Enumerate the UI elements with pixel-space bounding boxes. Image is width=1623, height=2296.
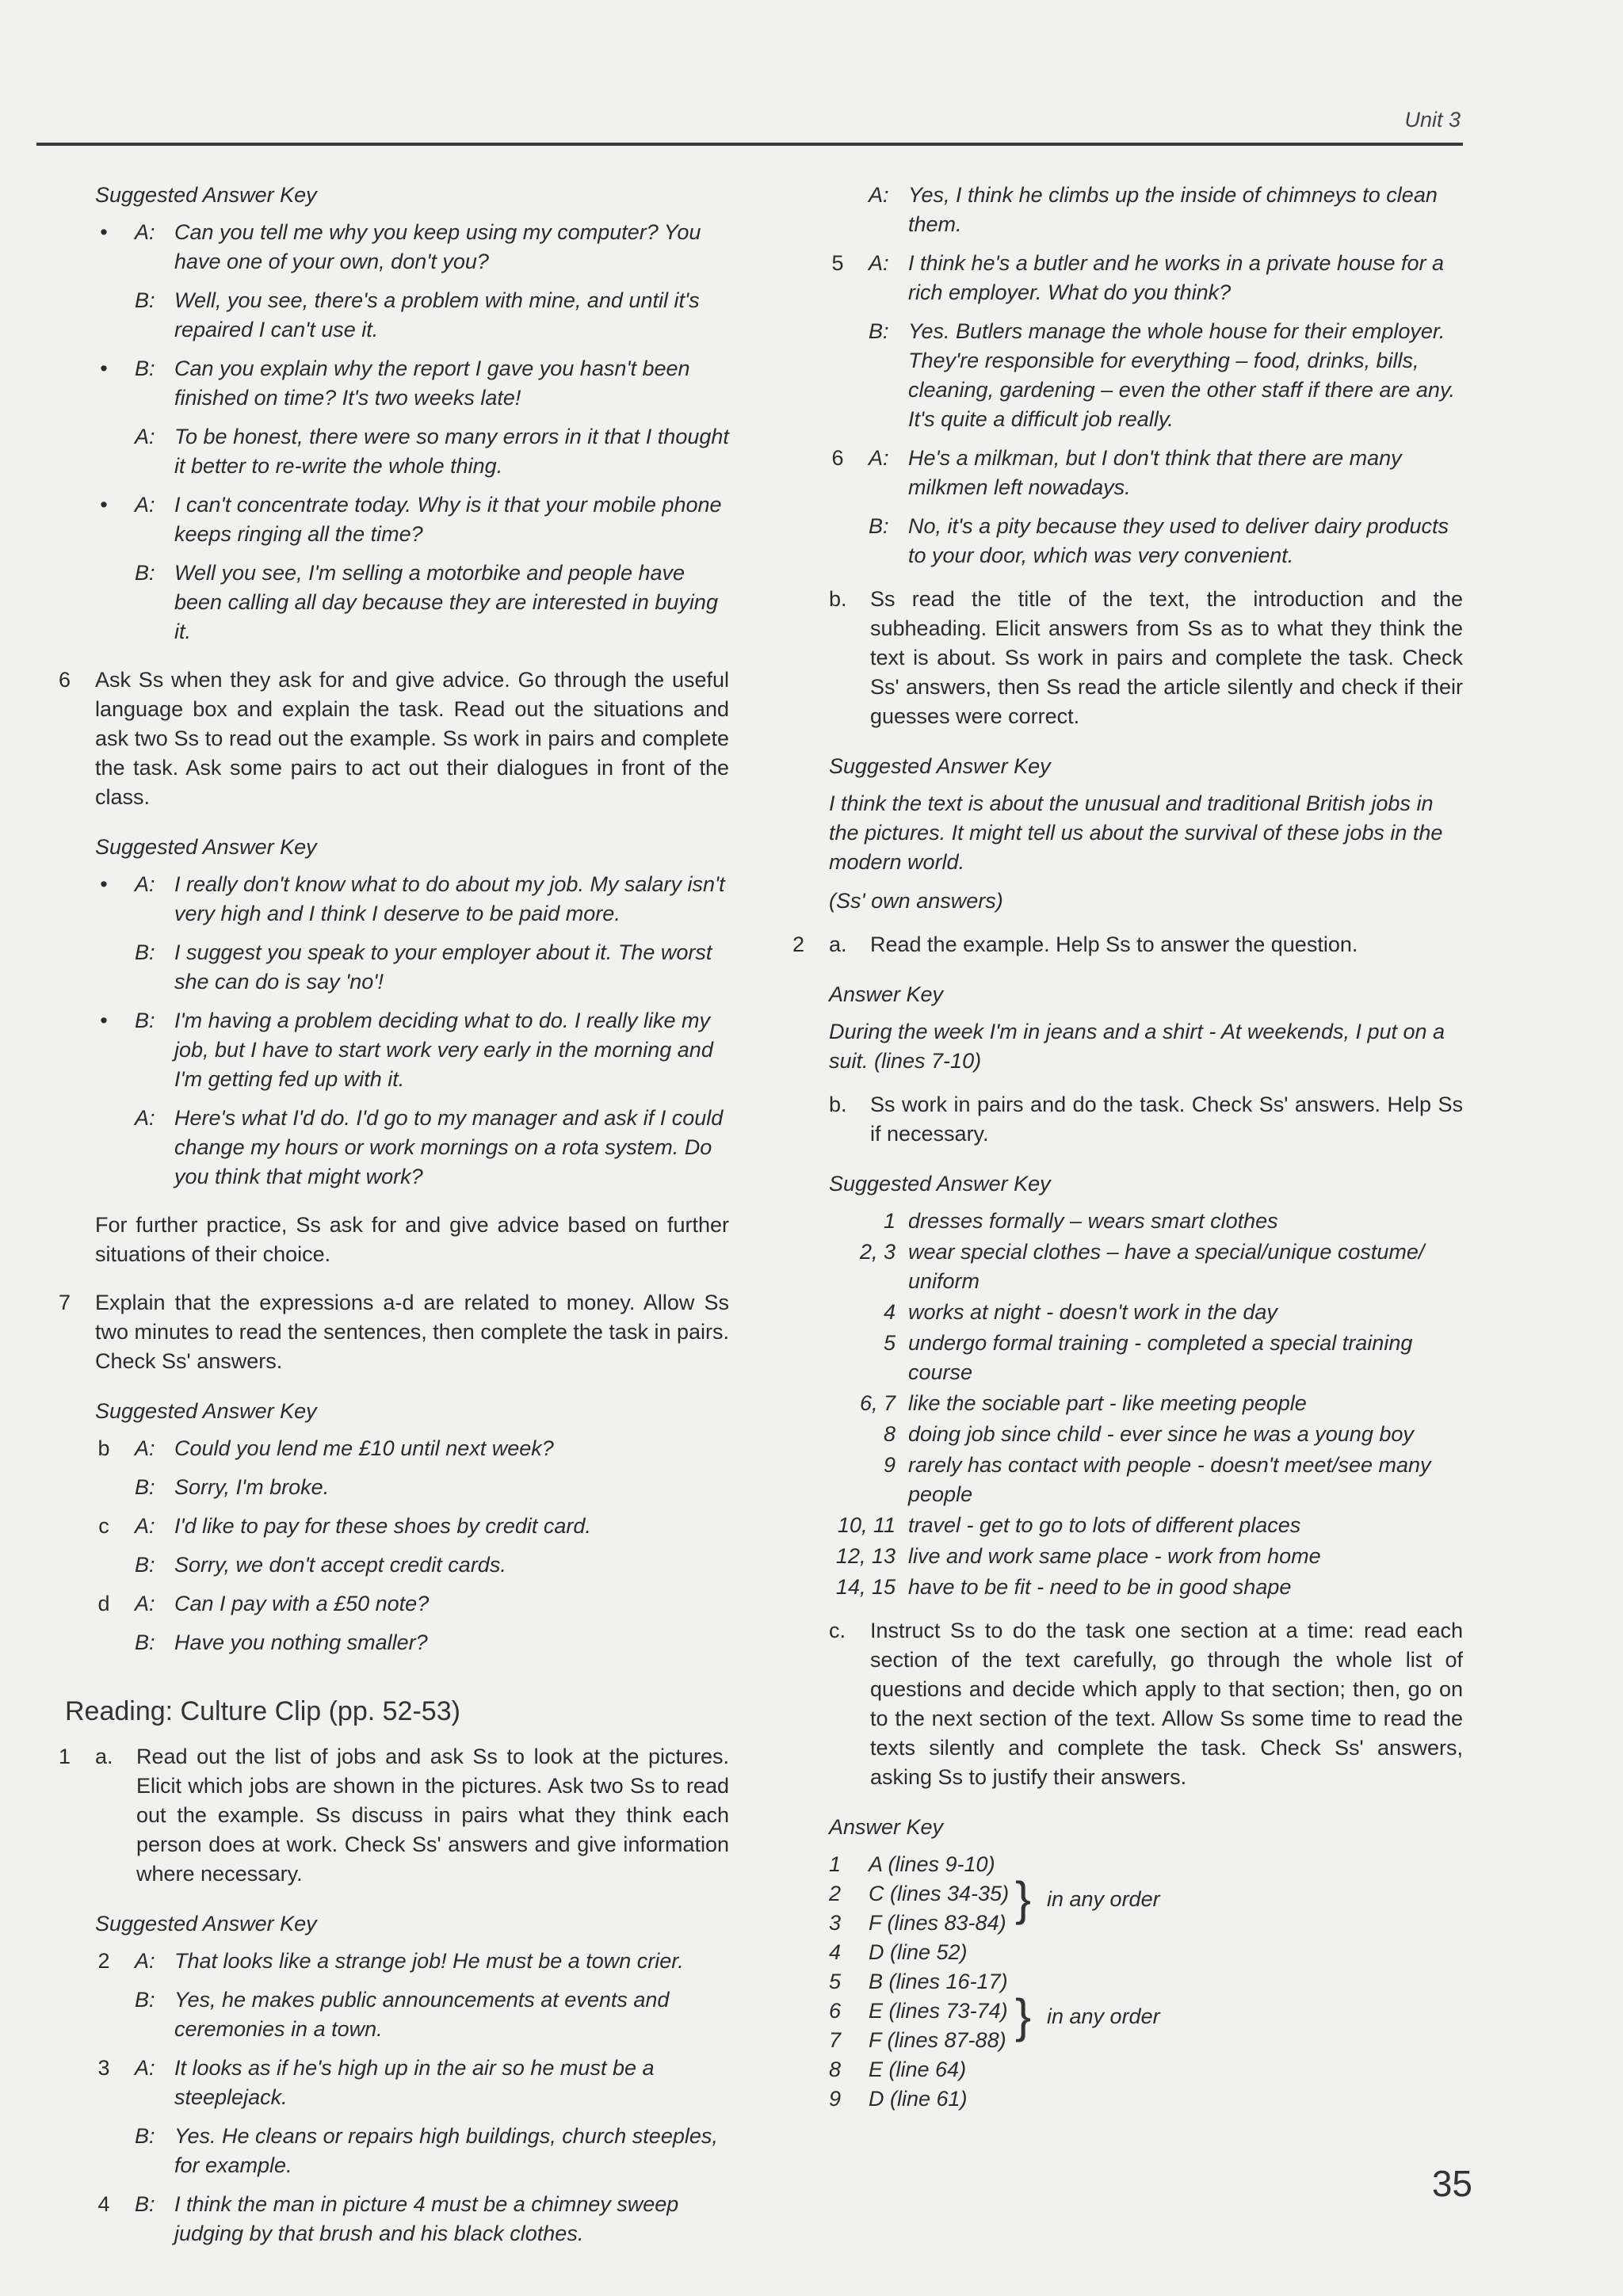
answer-item	[829, 1329, 1463, 1387]
answer-number: 7	[829, 2028, 842, 2052]
answer-number: 9	[829, 2087, 842, 2111]
answer-number: 4	[883, 1300, 896, 1324]
dialogue-line	[95, 1947, 729, 1976]
answer-text: have to be fit - need to be in good shape	[908, 1575, 1292, 1599]
dialogue-line	[829, 512, 1463, 570]
answer-number: 5	[829, 1970, 842, 1993]
speaker-label: B:	[135, 940, 155, 964]
dialogue-line	[95, 2054, 729, 2112]
answer-number: 8	[829, 2058, 842, 2081]
answer-text: D (line 61)	[869, 2087, 968, 2111]
answer-text: A (lines 9-10)	[869, 1852, 995, 1876]
answer-text: F (lines 83-84)	[869, 1911, 1006, 1935]
dialogue-line	[95, 559, 729, 646]
dialogue-line	[95, 870, 729, 929]
answer-number: 2	[829, 1882, 842, 1905]
line-text: I'm having a problem deciding what to do. I really like my job, but I have to start work very early in the morning and I'm getting fed up with it.	[174, 1009, 713, 1091]
answer-item	[829, 1511, 1463, 1540]
line-marker: b	[97, 1436, 110, 1460]
answer-list	[829, 1207, 1463, 1602]
answer-number: 14, 15	[835, 1575, 896, 1599]
answer-item	[829, 1967, 1463, 1997]
answer-key-heading: Suggested Answer Key	[95, 183, 317, 207]
dialogue-line	[829, 249, 1463, 307]
line-text: I'd like to pay for these shoes by credit card.	[174, 1514, 591, 1538]
dialogue-line	[95, 1589, 729, 1619]
answer-item	[829, 1451, 1463, 1509]
line-marker: •	[100, 493, 108, 517]
task-paragraph	[59, 666, 729, 812]
left-column	[59, 181, 729, 2258]
answer-key-heading: Suggested Answer Key	[829, 754, 1051, 778]
answer-number: 1	[883, 1209, 896, 1233]
task-paragraph	[59, 1288, 729, 1376]
speaker-label: A:	[869, 251, 889, 275]
item-letter: a.	[95, 1745, 113, 1768]
item-number: 1	[59, 1745, 71, 1768]
answer-item	[829, 1389, 1463, 1418]
section-title: Reading: Culture Clip (pp. 52-53)	[65, 1696, 460, 1726]
answer-item	[829, 1207, 1463, 1236]
answer-text: rarely has contact with people - doesn't meet/see many people	[908, 1453, 1431, 1506]
answer-text: dresses formally – wears smart clothes	[908, 1209, 1278, 1233]
task-text: Instruct Ss to do the task one section at a time: read each section of the text carefully, go through the whole list of questions and decide which apply to that section; then, go on to the next section of the text. Allow Ss some time to read the texts silently and complete the task. Check Ss' answers, asking Ss to justify their answers.	[870, 1619, 1463, 1789]
answer-key-heading: Answer Key	[829, 1815, 944, 1839]
line-text: Can you tell me why you keep using my computer? You have one of your own, don't you?	[174, 220, 701, 273]
speaker-label: B:	[135, 2124, 155, 2148]
dialogue-block	[829, 181, 1463, 570]
dialogue-line	[95, 1512, 729, 1541]
line-text: Here's what I'd do. I'd go to my manager and ask if I could change my hours or work mornings on a rota system. Do you think that might work?	[174, 1106, 724, 1188]
speaker-label: A:	[135, 1436, 155, 1460]
task-paragraph	[829, 1090, 1463, 1149]
speaker-label: A:	[869, 183, 889, 207]
answer-item	[829, 1909, 1463, 1938]
dialogue-line	[95, 1104, 729, 1192]
line-text: Can you explain why the report I gave you hasn't been finished on time? It's two weeks late!	[174, 357, 690, 410]
line-text: I suggest you speak to your employer about it. The worst she can do is say 'no'!	[174, 940, 712, 994]
answer-item	[829, 1997, 1463, 2026]
answer-number: 2, 3	[859, 1240, 896, 1264]
item-number: 6	[59, 668, 71, 692]
dialogue-line	[95, 354, 729, 413]
dialogue-line	[95, 218, 729, 277]
right-column	[792, 181, 1463, 2114]
item-letter: a.	[829, 933, 847, 956]
answer-item	[829, 1420, 1463, 1449]
line-marker: 5	[831, 251, 844, 275]
dialogue-line	[95, 1473, 729, 1502]
dialogue-line	[95, 422, 729, 481]
answer-item	[829, 2084, 1463, 2114]
speaker-label: A:	[135, 493, 155, 517]
answer-item	[829, 1850, 1463, 1879]
answer-number: 3	[829, 1911, 842, 1935]
unit-label: Unit 3	[1404, 108, 1461, 132]
line-text: Sorry, I'm broke.	[174, 1475, 330, 1499]
answer-item	[829, 1879, 1463, 1909]
answer-list	[829, 1850, 1463, 2114]
line-marker: •	[100, 220, 108, 244]
dialogue-line	[95, 1628, 729, 1657]
answer-text: works at night - doesn't work in the day	[908, 1300, 1277, 1324]
line-text: It looks as if he's high up in the air so he must be a steeplejack.	[174, 2056, 655, 2109]
answer-item	[829, 2026, 1463, 2055]
answer-number: 1	[829, 1852, 842, 1876]
line-marker: 2	[97, 1949, 110, 1973]
line-text: Yes, I think he climbs up the inside of chimneys to clean them.	[908, 183, 1438, 236]
dialogue-line	[95, 286, 729, 345]
answer-text: like the sociable part - like meeting people	[908, 1391, 1307, 1415]
answer-item	[829, 1573, 1463, 1602]
line-text: Well you see, I'm selling a motorbike and people have been calling all day because they are interested in buying it.	[174, 561, 718, 643]
line-marker: •	[100, 1009, 108, 1032]
answer-text: F (lines 87-88)	[869, 2028, 1006, 2052]
dialogue-line	[95, 2122, 729, 2180]
answer-text: undergo formal training - completed a special training course	[908, 1331, 1413, 1384]
answer-key-heading: Suggested Answer Key	[95, 835, 317, 859]
page-number: 35	[1431, 2163, 1472, 2204]
answer-item	[829, 2055, 1463, 2084]
answer-number: 9	[883, 1453, 896, 1477]
dialogue-block	[95, 218, 729, 646]
dialogue-line	[95, 1550, 729, 1580]
task-text: Ss work in pairs and do the task. Check Ss' answers. Help Ss if necessary.	[870, 1093, 1463, 1146]
answer-text: I think the text is about the unusual and traditional British jobs in the pictures. It might tell us about the survival of these jobs in the modern world.	[829, 791, 1443, 874]
any-order-note: in any order	[1047, 1887, 1160, 1911]
dialogue-line	[95, 938, 729, 997]
answer-text: travel - get to go to lots of different places	[908, 1513, 1301, 1537]
answer-number: 8	[883, 1422, 896, 1446]
speaker-label: B:	[135, 2192, 155, 2216]
answer-item	[829, 1298, 1463, 1327]
answer-text: C (lines 34-35)	[869, 1882, 1010, 1905]
speaker-label: A:	[135, 2056, 155, 2080]
task-text: Read out the list of jobs and ask Ss to look at the pictures. Elicit which jobs are shown in the pictures. Ask two Ss to read out the example. Ss discuss in pairs what they think each person does at work. Check Ss' answers and give information where necessary.	[136, 1745, 729, 1886]
item-number: 7	[59, 1291, 71, 1314]
line-text: I can't concentrate today. Why is it that your mobile phone keeps ringing all the time?	[174, 493, 722, 546]
answer-number: 4	[829, 1940, 842, 1964]
dialogue-line	[95, 1434, 729, 1463]
answer-number: 6	[829, 1999, 842, 2023]
speaker-label: B:	[135, 288, 155, 312]
answer-text: (Ss' own answers)	[829, 889, 1003, 913]
speaker-label: A:	[135, 425, 155, 448]
dialogue-line	[95, 2190, 729, 2248]
line-text: He's a milkman, but I don't think that there are many milkmen left nowadays.	[908, 446, 1402, 499]
dialogue-block	[95, 870, 729, 1192]
line-marker: 3	[97, 2056, 110, 2080]
answer-item	[829, 1938, 1463, 1967]
dialogue-block	[95, 1434, 729, 1657]
line-marker: 4	[97, 2192, 110, 2216]
answer-key-heading: Answer Key	[829, 982, 944, 1006]
task-paragraph	[792, 930, 1463, 959]
speaker-label: B:	[135, 1988, 155, 2012]
dialogue-line	[95, 1006, 729, 1094]
line-text: Well, you see, there's a problem with mine, and until it's repaired I can't use it.	[174, 288, 700, 341]
speaker-label: A:	[135, 872, 155, 896]
answer-item	[829, 1542, 1463, 1571]
speaker-label: B:	[869, 319, 889, 343]
answer-text: E (line 64)	[869, 2058, 967, 2081]
answer-number: 6, 7	[859, 1391, 896, 1415]
task-text: Ss read the title of the text, the introduction and the subheading. Elicit answers from Ss as to what they think the text is about. Ss work in pairs and complete the task. Check Ss' answers, then Ss read the article silently and check if their guesses were correct.	[870, 587, 1463, 728]
answer-text: B (lines 16-17)	[869, 1970, 1008, 1993]
task-text: Ask Ss when they ask for and give advice. Go through the useful language box and explain the task. Read out the situations and ask two Ss to read out the example. Ss work in pairs and complete the task. Ask some pairs to act out their dialogues in front of the class.	[95, 668, 729, 809]
speaker-label: A:	[869, 446, 889, 470]
item-number: 2	[792, 933, 805, 956]
brace-mark: }	[1015, 1989, 1032, 2042]
speaker-label: A:	[135, 1592, 155, 1615]
speaker-label: B:	[135, 561, 155, 585]
line-text: Yes. Butlers manage the whole house for their employer. They're responsible for everything – food, drinks, bills, cleaning, gardening – even the other staff if there are any. It's quite a difficult job really.	[908, 319, 1455, 431]
dialogue-block	[95, 1947, 729, 2248]
speaker-label: B:	[135, 357, 155, 380]
answer-text: wear special clothes – have a special/unique costume/ uniform	[908, 1240, 1425, 1293]
speaker-label: B:	[135, 1475, 155, 1499]
speaker-label: B:	[135, 1009, 155, 1032]
line-text: I really don't know what to do about my job. My salary isn't very high and I think I deserve to be paid more.	[174, 872, 725, 925]
brace-mark: }	[1015, 1872, 1032, 1925]
line-text: That looks like a strange job! He must be a town crier.	[174, 1949, 684, 1973]
answer-text: During the week I'm in jeans and a shirt - At weekends, I put on a suit. (lines 7-10)	[829, 1020, 1445, 1073]
speaker-label: B:	[135, 1553, 155, 1577]
line-text: No, it's a pity because they used to deliver dairy products to your door, which was very convenient.	[908, 514, 1449, 567]
line-marker: d	[97, 1592, 110, 1615]
line-text: Sorry, we don't accept credit cards.	[174, 1553, 506, 1577]
line-text: Yes. He cleans or repairs high buildings, church steeples, for example.	[174, 2124, 718, 2177]
line-text: I think he's a butler and he works in a private house for a rich employer. What do you think?	[908, 251, 1445, 304]
answer-key-heading: Suggested Answer Key	[95, 1912, 317, 1936]
line-text: Can I pay with a £50 note?	[174, 1592, 430, 1615]
answer-number: 5	[883, 1331, 896, 1355]
answer-key-heading: Suggested Answer Key	[95, 1399, 317, 1423]
task-text: Read the example. Help Ss to answer the question.	[870, 933, 1358, 956]
line-text: To be honest, there were so many errors in it that I thought it better to re-write the whole thing.	[174, 425, 729, 478]
line-text: Have you nothing smaller?	[174, 1630, 428, 1654]
speaker-label: A:	[135, 1949, 155, 1973]
answer-text: live and work same place - work from home	[908, 1544, 1321, 1568]
line-text: I think the man in picture 4 must be a chimney sweep judging by that brush and his black clothes.	[174, 2192, 679, 2245]
task-text: Explain that the expressions a-d are related to money. Allow Ss two minutes to read the sentences, then complete the task in pairs. Check Ss' answers.	[95, 1291, 729, 1373]
answer-number: 10, 11	[837, 1513, 896, 1537]
dialogue-line	[95, 490, 729, 549]
speaker-label: A:	[135, 1106, 155, 1130]
line-marker: c	[98, 1514, 109, 1538]
speaker-label: B:	[869, 514, 889, 538]
item-letter: b.	[829, 1093, 847, 1116]
header-rule	[36, 143, 1463, 146]
dialogue-line	[829, 317, 1463, 434]
answer-text: D (line 52)	[869, 1940, 968, 1964]
answer-text: doing job since child - ever since he was a young boy	[908, 1422, 1414, 1446]
further-practice: For further practice, Ss ask for and give advice based on further situations of their choice.	[95, 1213, 729, 1266]
item-letter: b.	[829, 587, 847, 611]
any-order-note: in any order	[1047, 2004, 1160, 2028]
line-marker: •	[100, 357, 108, 380]
speaker-label: B:	[135, 1630, 155, 1654]
speaker-label: A:	[135, 220, 155, 244]
line-text: Yes, he makes public announcements at events and ceremonies in a town.	[174, 1988, 670, 2041]
answer-text: E (lines 73-74)	[869, 1999, 1008, 2023]
dialogue-line	[829, 444, 1463, 502]
answer-key-heading: Suggested Answer Key	[829, 1172, 1051, 1196]
line-marker: •	[100, 872, 108, 896]
answer-item	[829, 1238, 1463, 1296]
line-marker: 6	[831, 446, 844, 470]
dialogue-line	[95, 1985, 729, 2044]
answer-number: 12, 13	[835, 1544, 896, 1568]
task-paragraph	[829, 1616, 1463, 1792]
speaker-label: A:	[135, 1514, 155, 1538]
line-text: Could you lend me £10 until next week?	[174, 1436, 554, 1460]
dialogue-line	[829, 181, 1463, 239]
task-paragraph	[829, 585, 1463, 731]
task-paragraph	[59, 1742, 729, 1889]
item-letter: c.	[829, 1619, 846, 1642]
